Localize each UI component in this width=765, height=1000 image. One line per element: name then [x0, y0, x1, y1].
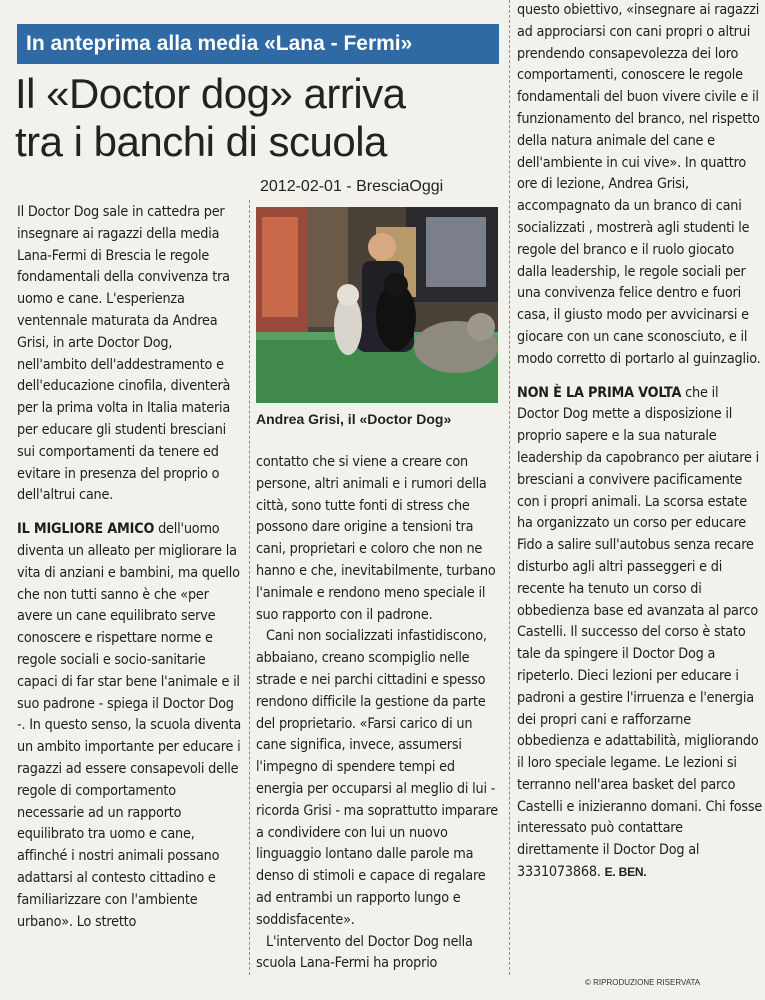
photo-illustration [256, 207, 498, 403]
paragraph-text: dell'uomo diventa un alleato per migliorare la vita di anziani e bambini, ma quello che non tutti sanno è che «per avere un cane equilibrato serve conoscere e rispettare norme e regole sociali e socio-sanitarie capaci di far star bene l'animale e il suo padrone - spiega il Doctor Dog -. In questo senso, la scuola diventa un ambito importante per educare i ragazzi ad essere consapevoli delle regole di comportamento necessarie ad un rapporto equilibrato tra uomo e cane, affinché i nostri animali possano adattarsi al contesto cittadino e familiarizzare con l'ambiente urbano». Lo stretto [17, 521, 242, 930]
column-1 [17, 202, 243, 933]
paragraph: Il Doctor Dog sale in cattedra per insegnare ai ragazzi della media Lana-Fermi di Brescia le regole fondamentali della convivenza tra uomo e cane. L'esperienza ventennale maturata da Andrea Grisi, in arte Doctor Dog, nell'ambito dell'addestramento e dell'educazione cinofila, diventerà per la prima volta in Italia materia per educare gli studenti bresciani sui comportamenti da tenere ed evitare in presenza del proprio o dell'altrui cane. [17, 204, 231, 504]
headline-line-2: tra i banchi di scuola [15, 118, 387, 165]
paragraph [517, 383, 763, 884]
column-3 [517, 0, 763, 884]
paragraph: Cani non socializzati infastidiscono, abbaiano, creano scompiglio nelle strade e nei parchi cittadini e spesso rendono difficile la gestione da parte del proprietario. «Farsi carico di un cane significa, invece, assumersi l'impegno di spendere tempi ed energia per occuparsi al meglio di lui - ricorda Grisi - ma soprattutto imparare a condividere con lui un nuovo linguaggio lontano dalle parole ma denso di stimoli e capace di regalare ad entrambi un rapporto lungo e soddisfacente». [256, 628, 498, 928]
paragraph: contatto che si viene a creare con persone, altri animali e i rumori della città, sono tutte fonti di stress che possono dare origine a tensioni tra cani, proprietari e coloro che non ne hanno e che, inevitabilmente, turbano l'animale e rendono meno speciale il suo rapporto con il padrone. [256, 454, 496, 623]
headline [15, 70, 505, 166]
column-divider [509, 0, 510, 975]
article-photo [256, 207, 498, 403]
section-lead: IL MIGLIORE AMICO [17, 521, 155, 538]
author-signature: E. BEN. [604, 865, 647, 880]
kicker-banner: In anteprima alla media «Lana - Fermi» [17, 24, 499, 64]
paragraph [17, 519, 243, 933]
paragraph: L'intervento del Doctor Dog nella scuola Lana-Fermi ha proprio [256, 933, 473, 972]
section-lead: NON È LA PRIMA VOLTA [517, 384, 682, 401]
dateline: 2012-02-01 - BresciaOggi [260, 178, 444, 195]
column-2 [256, 452, 498, 975]
paragraph-text: che il Doctor Dog mette a disposizione il proprio sapere e la sua naturale leadership da capobranco per aiutare i bresciani a convivere pacificamente con i propri animali. La scorsa estate ha organizzato un corso per educare Fido a salire sull'autobus senza recare disturbo agli altri passeggeri e di recente ha tenuto un corso di obbedienza base ed avanzata al parco Castelli. Il successo del corso è stato tale da spingere il Doctor Dog a ripeterlo. Dieci lezioni per educare i padroni a gestire l'irruenza e l'energia dei propri cani e rafforzarne obbedienza e adattabilità, migliorando il loro speciale legame. Le lezioni si terranno nell'area basket del parco Castelli e inizieranno domani. Chi fosse interessato può contattare direttamente il Doctor Dog al 3331073868. [517, 384, 763, 881]
paragraph: questo obiettivo, «insegnare ai ragazzi ad approciarsi con cani propri o altrui prendendo consapevolezza dei loro comportamenti, conoscere le regole fondamentali del buon vivere civile e il funzionamento del branco, nel rispetto della natura animale del cane e dell'ambiente in cui vive». In quattro ore di lezione, Andrea Grisi, accompagnato da un branco di cani socializzati , mostrerà agli studenti le regole del branco e il ruolo giocato dalla leadership, le regole sociali per una convivenza felice dentro e fuori casa, il giusto modo per avvicinarsi e giocare con un cane sconosciuto, e il modo corretto di portarlo al guinzaglio. [517, 2, 761, 367]
column-divider [249, 200, 250, 975]
headline-line-1: Il «Doctor dog» arriva [15, 70, 406, 117]
copyright-footer: © RIPRODUZIONE RISERVATA [585, 978, 701, 987]
photo-caption: Andrea Grisi, il «Doctor Dog» [256, 411, 452, 427]
